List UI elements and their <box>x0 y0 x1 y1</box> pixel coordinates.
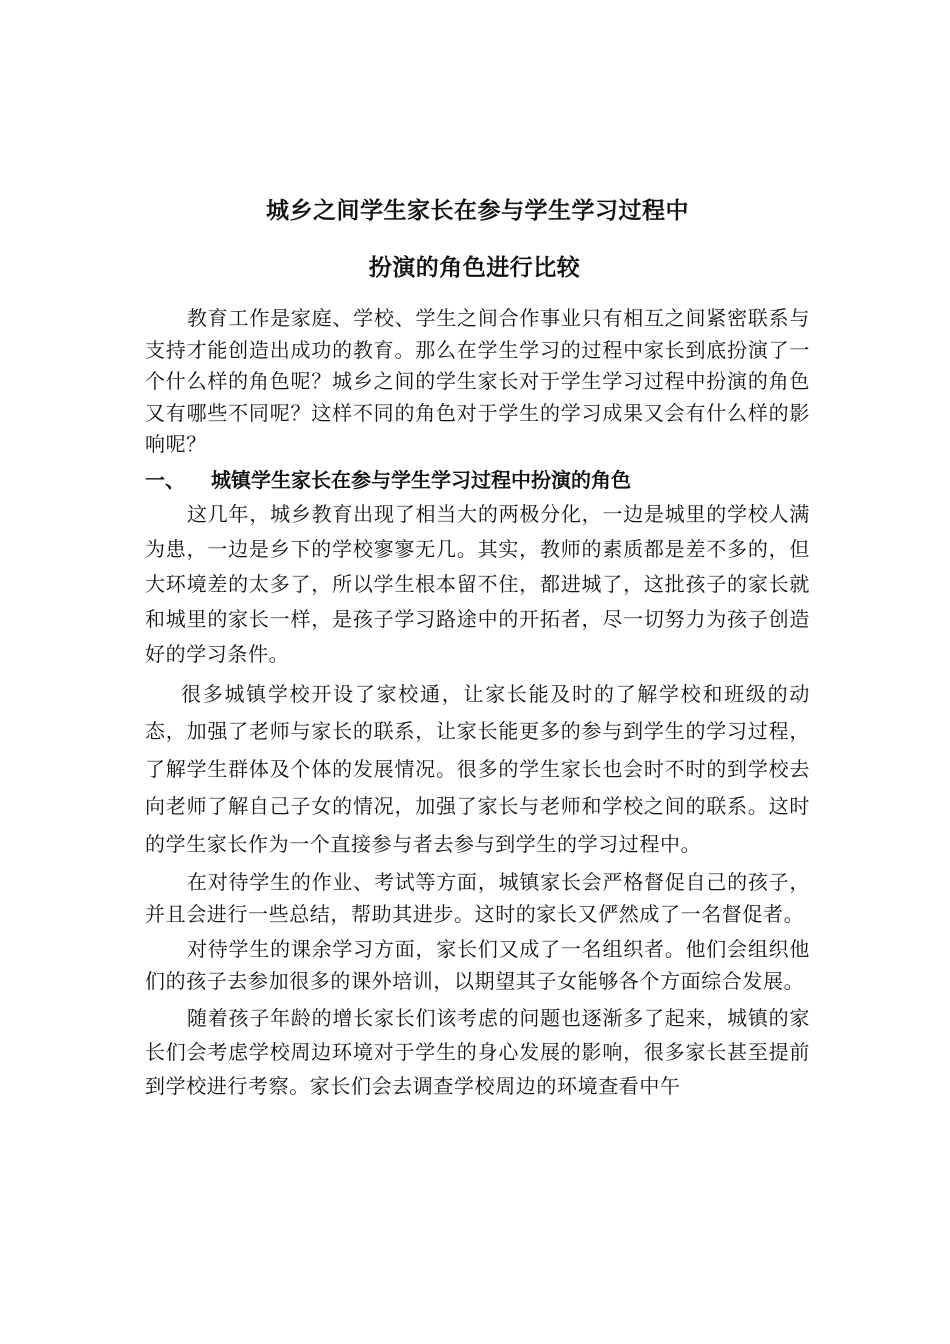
body-paragraph: 在对待学生的作业、考试等方面，城镇家长会严格督促自己的孩子，并且会进行一些总结，帮助其进步。这时的家长又俨然成了一名督促者。 <box>145 870 810 926</box>
intro-paragraph: 教育工作是家庭、学校、学生之间合作事业只有相互之间紧密联系与支持才能创造出成功的教育。那么在学生学习的过程中家长到底扮演了一个什么样的角色呢？城乡之间的学生家长对于学生学习过程中扮演的角色又有哪些不同呢？这样不同的角色对于学生的学习成果又会有什么样的影响呢？ <box>145 306 810 456</box>
body-paragraph: 这几年，城乡教育出现了相当大的两极分化，一边是城里的学校人满为患，一边是乡下的学校寥寥无几。其实，教师的素质都是差不多的，但大环境差的太多了，所以学生根本留不住，都进城了，这批孩子的家长就和城里的家长一样，是孩子学习路途中的开拓者，尽一切努力为孩子创造好的学习条件。 <box>145 501 810 666</box>
body-paragraph: 随着孩子年龄的增长家长们该考虑的问题也逐渐多了起来，城镇的家长们会考虑学校周边环境对于学生的身心发展的影响，很多家长甚至提前到学校进行考察。家长们会去调查学校周边的环境查看中午 <box>145 1006 810 1098</box>
section-number: 一、 <box>145 467 185 492</box>
section-heading <box>145 465 810 495</box>
body-paragraph: 对待学生的课余学习方面，家长们又成了一名组织者。他们会组织他们的孩子去参加很多的课外培训，以期望其子女能够各个方面综合发展。 <box>145 937 810 993</box>
document-title-line-1: 城乡之间学生家长在参与学生学习过程中 <box>266 198 689 224</box>
document-title-line-2: 扮演的角色进行比较 <box>368 255 581 281</box>
section-heading-text: 城镇学生家长在参与学生学习过程中扮演的角色 <box>211 467 631 492</box>
body-paragraph: 很多城镇学校开设了家校通，让家长能及时的了解学校和班级的动态，加强了老师与家长的联系，让家长能更多的参与到学生的学习过程，了解学生群体及个体的发展情况。很多的学生家长也会时不时的到学校去向老师了解自己子女的情况，加强了家长与老师和学校之间的联系。这时的学生家长作为一个直接参与者去参与到学生的学习过程中。 <box>145 681 810 856</box>
document-body <box>145 190 810 1103</box>
